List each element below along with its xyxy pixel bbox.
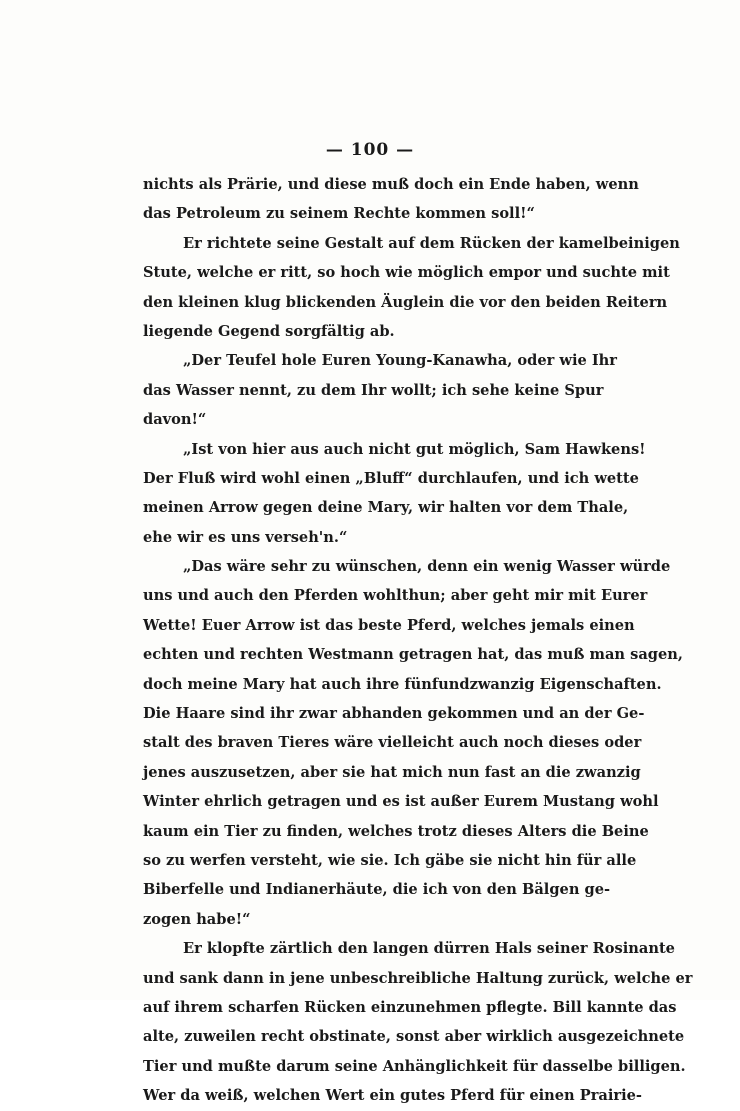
text-line: Er richtete seine Gestalt auf dem Rücken der kamelbeinigen [183, 234, 680, 252]
text-line: Tier und mußte darum seine Anhänglichkeit für dasselbe billigen. [143, 1057, 686, 1075]
text-line: Wette! Euer Arrow ist das beste Pferd, welches jemals einen [143, 616, 635, 634]
text-line: alte, zuweilen recht obstinate, sonst aber wirklich ausgezeichnete [143, 1028, 685, 1046]
text-line: „Ist von hier aus auch nicht gut möglich, Sam Hawkens! [183, 440, 646, 458]
text-line: stalt des braven Tieres wäre vielleicht auch noch dieses oder [143, 734, 642, 752]
text-line: Die Haare sind ihr zwar abhanden gekommen und an der Ge- [143, 705, 645, 723]
text-line: Biberfelle und Indianerhäute, die ich von den Bälgen ge- [143, 881, 611, 899]
page-number: — 100 — [325, 140, 415, 160]
text-line: echten und rechten Westmann getragen hat, das muß man sagen, [143, 646, 683, 664]
text-line: das Wasser nennt, zu dem Ihr wollt; ich sehe keine Spur [143, 381, 604, 399]
text-line: meinen Arrow gegen deine Mary, wir halten vor dem Thale, [143, 499, 629, 517]
text-line: so zu werfen versteht, wie sie. Ich gäbe sie nicht hin für alle [143, 851, 637, 869]
text-line: Der Fluß wird wohl einen „Bluff“ durchlaufen, und ich wette [143, 469, 639, 487]
text-line: zogen habe!“ [143, 910, 251, 928]
text-line: Stute, welche er ritt, so hoch wie möglich empor und suchte mit [143, 264, 670, 282]
text-line: Winter ehrlich getragen und es ist außer Eurem Mustang wohl [143, 793, 659, 811]
text-line: „Das wäre sehr zu wünschen, denn ein wenig Wasser würde [183, 558, 671, 576]
text-line: kaum ein Tier zu finden, welches trotz dieses Alters die Beine [143, 822, 649, 840]
text-line: uns und auch den Pferden wohlthun; aber geht mir mit Eurer [143, 587, 648, 605]
text-line: Er klopfte zärtlich den langen dürren Hals seiner Rosinante [183, 940, 675, 958]
text-line: doch meine Mary hat auch ihre fünfundzwanzig Eigenschaften. [143, 675, 662, 693]
body-text [143, 170, 693, 1111]
text-line: davon!“ [143, 411, 207, 429]
text-line: und sank dann in jene unbeschreibliche Haltung zurück, welche er [143, 969, 693, 987]
text-line: auf ihrem scharfen Rücken einzunehmen pflegte. Bill kannte das [143, 998, 677, 1016]
text-line: das Petroleum zu seinem Rechte kommen soll!“ [143, 205, 535, 223]
text-line: nichts als Prärie, und diese muß doch ein Ende haben, wenn [143, 176, 639, 193]
text-line: ehe wir es uns verseh'n.“ [143, 528, 348, 546]
text-line: „Der Teufel hole Euren Young-Kanawha, oder wie Ihr [183, 352, 617, 370]
text-line: jenes auszusetzen, aber sie hat mich nun fast an die zwanzig [143, 763, 641, 781]
text-line: den kleinen klug blickenden Äuglein die vor den beiden Reitern [143, 293, 668, 311]
text-line: liegende Gegend sorgfältig ab. [143, 322, 395, 340]
text-line: Wer da weiß, welchen Wert ein gutes Pferd für einen Prairie- [143, 1087, 642, 1105]
